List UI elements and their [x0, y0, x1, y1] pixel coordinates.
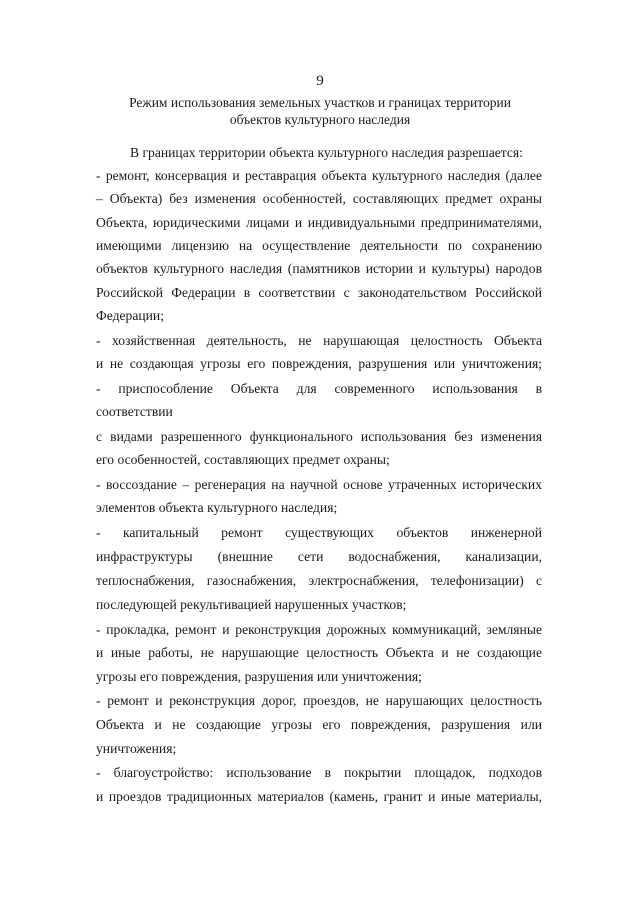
paragraph-line: элементов объекта культурного наследия; [96, 500, 338, 515]
paragraph-line: имеющими лицензию на осуществление деятельности по сохранению [96, 238, 542, 253]
paragraph-line: теплоснабжения, газоснабжения, электроснабжения, телефонизации) с [96, 573, 542, 588]
paragraph-line: соответствии [96, 404, 173, 419]
paragraph-line: объектов культурного наследия (памятников истории и культуры) народов [96, 261, 542, 276]
heading-line: Режим использования земельных участков и границах территории [129, 95, 511, 110]
paragraph-line: и иные работы, не нарушающие целостность Объекта и не создающие [96, 645, 542, 660]
paragraph-line: В границах территории объекта культурного наследия разрешается: [130, 145, 523, 160]
paragraph-line: – Объекта) без изменения особенностей, составляющих предмет охраны [96, 191, 542, 206]
paragraph-line: - благоустройство: использование в покрытии площадок, подходов [96, 765, 542, 780]
paragraph-line: - воссоздание – регенерация на научной основе утраченных исторических [96, 477, 542, 492]
section-heading [0, 94, 640, 128]
heading-line: объектов культурного наследия [229, 112, 411, 127]
paragraph-line: Объекта, юридическими лицами и индивидуальными предпринимателями, [96, 215, 542, 230]
paragraph-line: - прокладка, ремонт и реконструкция дорожных коммуникаций, земляные [96, 622, 542, 637]
paragraph-line: инфраструктуры (внешние сети водоснабжения, канализации, [96, 549, 542, 564]
paragraph-line: Российской Федерации в соответствии с законодательством Российской [96, 285, 542, 300]
paragraph-line: и не создающая угрозы его повреждения, разрушения или уничтожения; [96, 356, 542, 371]
paragraph-line: Федерации; [96, 308, 164, 323]
paragraph-line: - ремонт и реконструкция дорог, проездов, не нарушающих целостность [96, 693, 542, 708]
paragraph-line: его особенностей, составляющих предмет охраны; [96, 452, 390, 467]
paragraph-line: угрозы его повреждения, разрушения или уничтожения; [96, 669, 422, 684]
paragraph-line: - ремонт, консервация и реставрация объекта культурного наследия (далее [96, 168, 542, 183]
paragraph-line: - капитальный ремонт существующих объектов инженерной [96, 525, 542, 540]
paragraph-line: - приспособление Объекта для современного использования в [96, 381, 542, 396]
page-number: 9 [316, 73, 324, 89]
paragraph-line: уничтожения; [96, 741, 177, 756]
paragraph-line: Объекта и не создающие угрозы его повреждения, разрушения или [96, 717, 542, 732]
paragraph-line: - хозяйственная деятельность, не нарушающая целостность Объекта [96, 333, 542, 348]
paragraph-line: с видами разрешенного функционального использования без изменения [96, 429, 542, 444]
paragraph-line: и проездов традиционных материалов (камень, гранит и иные материалы, [96, 789, 542, 804]
paragraph-line: последующей рекультивацией нарушенных участков; [96, 597, 407, 612]
